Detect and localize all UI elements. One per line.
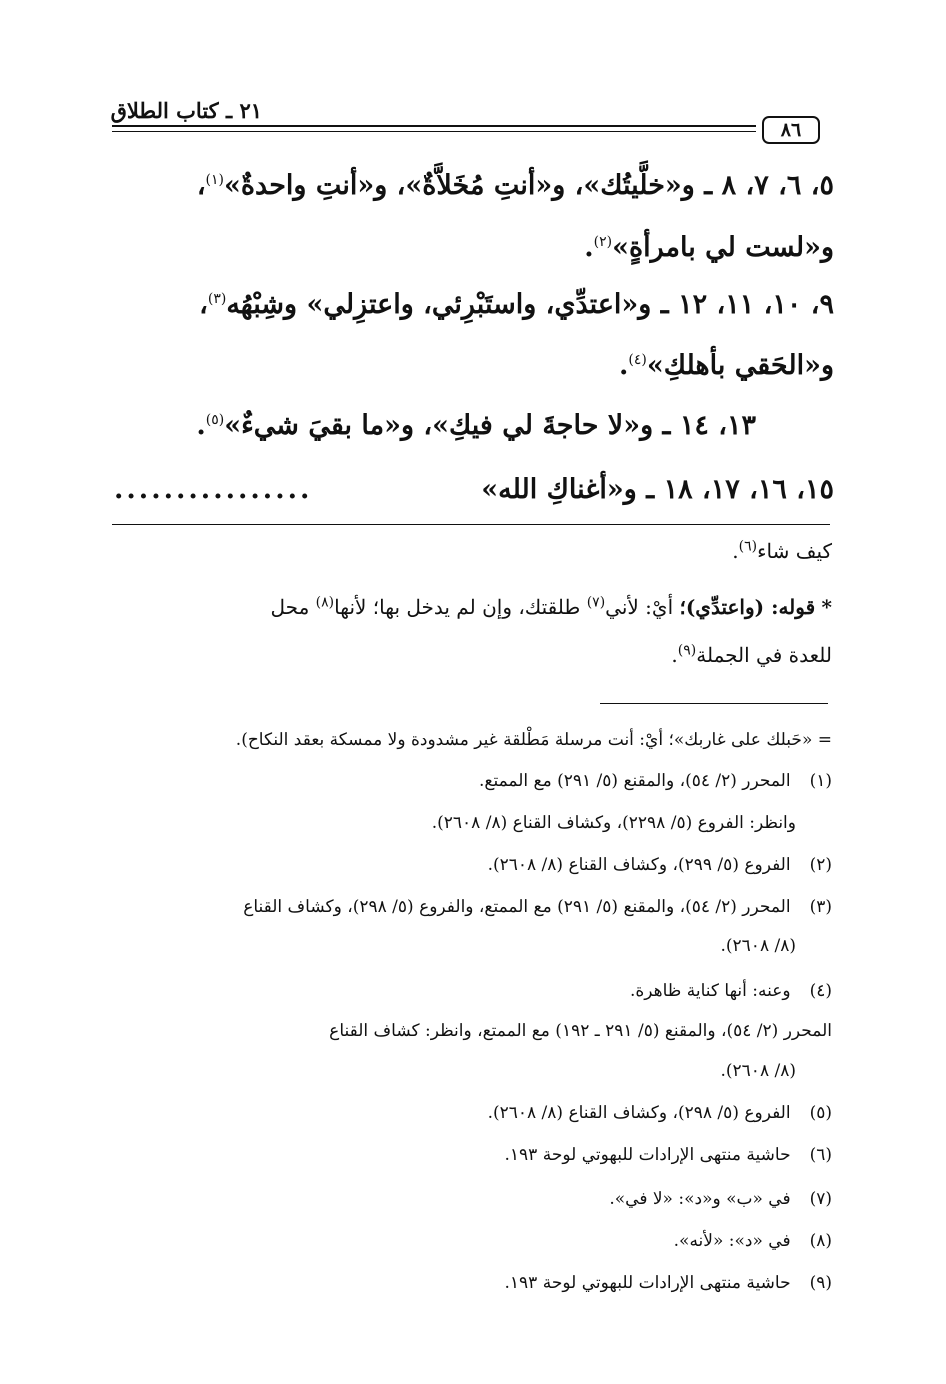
asterisk-icon: * xyxy=(821,595,832,619)
footnote-4-cont-2: (٨/ ٢٦٠٨). xyxy=(720,1061,796,1081)
footnote-5: (٥) الفروع (٥/ ٢٩٨)، وكشاف القناع (٨/ ٢٦٠٨). xyxy=(487,1103,832,1123)
footnote-6: (٦) حاشية منتهى الإرادات للبهوتي لوحة ١٩٣. xyxy=(504,1145,832,1165)
footnote-1: (١) المحرر (٢/ ٥٤)، والمقنع (٥/ ٢٩١) مع الممتع. xyxy=(479,771,832,791)
footnote-separator xyxy=(600,703,828,704)
commentary-line-2: * قوله: (واعتدِّي)؛ أيْ: لأني$^{(٧)}$ طلقتك، وإن لم يدخل بها؛ لأنها$^{(٨)}$ محل xyxy=(270,594,832,619)
footnote-3-cont: (٨/ ٢٦٠٨). xyxy=(720,936,796,956)
footnote-continuation: = «حَبلك على غاربك»؛ أيْ: أنت مرسلة مَطْلقة غير مشدودة ولا ممسكة بعقد النكاح). xyxy=(235,730,832,750)
header-rule xyxy=(112,125,756,127)
footnote-ref: (٦) xyxy=(738,538,758,555)
footnote-ref: (٨) xyxy=(315,594,335,611)
footnote-1-cont: وانظر: الفروع (٥/ ٢٢٩٨)، وكشاف القناع (٨/ ٢٦٠٨). xyxy=(431,813,796,833)
commentary-line-1: كيف شاء$^{(٦)}$. xyxy=(732,538,832,563)
footnote-7: (٧) في «ب» و«د»: «لا في». xyxy=(609,1189,832,1209)
chapter-title: ٢١ ـ كتاب الطلاق xyxy=(110,98,262,123)
matn-line-3: ٩، ١٠، ١١، ١٢ ـ و«اعتدِّي، واستَبْرِئي، واعتزِلي» وشِبْهُه$^{(٣)}$، xyxy=(199,289,834,320)
footnote-ref: (١) xyxy=(205,172,225,188)
footnote-ref: (٤) xyxy=(628,352,647,368)
leader-dots: ................ xyxy=(114,474,313,505)
commentary-line-3: للعدة في الجملة$^{(٩)}$. xyxy=(671,642,832,667)
footnote-9: (٩) حاشية منتهى الإرادات للبهوتي لوحة ١٩٣. xyxy=(504,1273,832,1293)
footnote-ref: (٧) xyxy=(586,594,606,611)
footnote-3: (٣) المحرر (٢/ ٥٤)، والمقنع (٥/ ٢٩١) مع الممتع، والفروع (٥/ ٢٩٨)، وكشاف القناع xyxy=(243,897,832,917)
section-divider xyxy=(112,524,830,525)
matn-line-2: و«لست لي بامرأةٍ»$^{(٢)}$. xyxy=(584,232,834,263)
footnote-ref: (٣) xyxy=(207,291,227,307)
page-number: ٨٦ xyxy=(762,116,820,144)
footnote-ref: (٥) xyxy=(205,412,225,428)
quote-lead: قوله: (واعتدِّي)؛ xyxy=(679,595,816,619)
matn-line-6: ١٥، ١٦، ١٧، ١٨ ـ و«أغناكِ الله» xyxy=(481,474,834,505)
footnote-4-cont: المحرر (٢/ ٥٤)، والمقنع (٥/ ٢٩١ ـ ١٩٢) مع الممتع، وانظر: كشاف القناع xyxy=(329,1021,832,1041)
footnote-4: (٤) وعنه: أنها كناية ظاهرة. xyxy=(629,981,832,1001)
footnote-2: (٢) الفروع (٥/ ٢٩٩)، وكشاف القناع (٨/ ٢٦٠٨). xyxy=(487,855,832,875)
matn-line-5: ١٣، ١٤ ـ و«لا حاجةَ لي فيكِ»، و«ما بقيَ شيءٌ»$^{(٥)}$. xyxy=(196,410,756,441)
matn-line-1: ٥، ٦، ٧، ٨ ـ و«خلَّيتُك»، و«أنتِ مُخَلاَّةٌ»، و«أنتِ واحدةٌ»$^{(١)}$، xyxy=(196,170,834,201)
footnote-8: (٨) في «د»: «لأنه». xyxy=(673,1231,832,1251)
matn-line-4: و«الحَقي بأهلكِ»$^{(٤)}$. xyxy=(618,350,834,381)
header-rule-thin xyxy=(112,131,756,132)
footnote-ref: (٢) xyxy=(593,234,613,250)
footnote-ref: (٩) xyxy=(677,642,697,659)
